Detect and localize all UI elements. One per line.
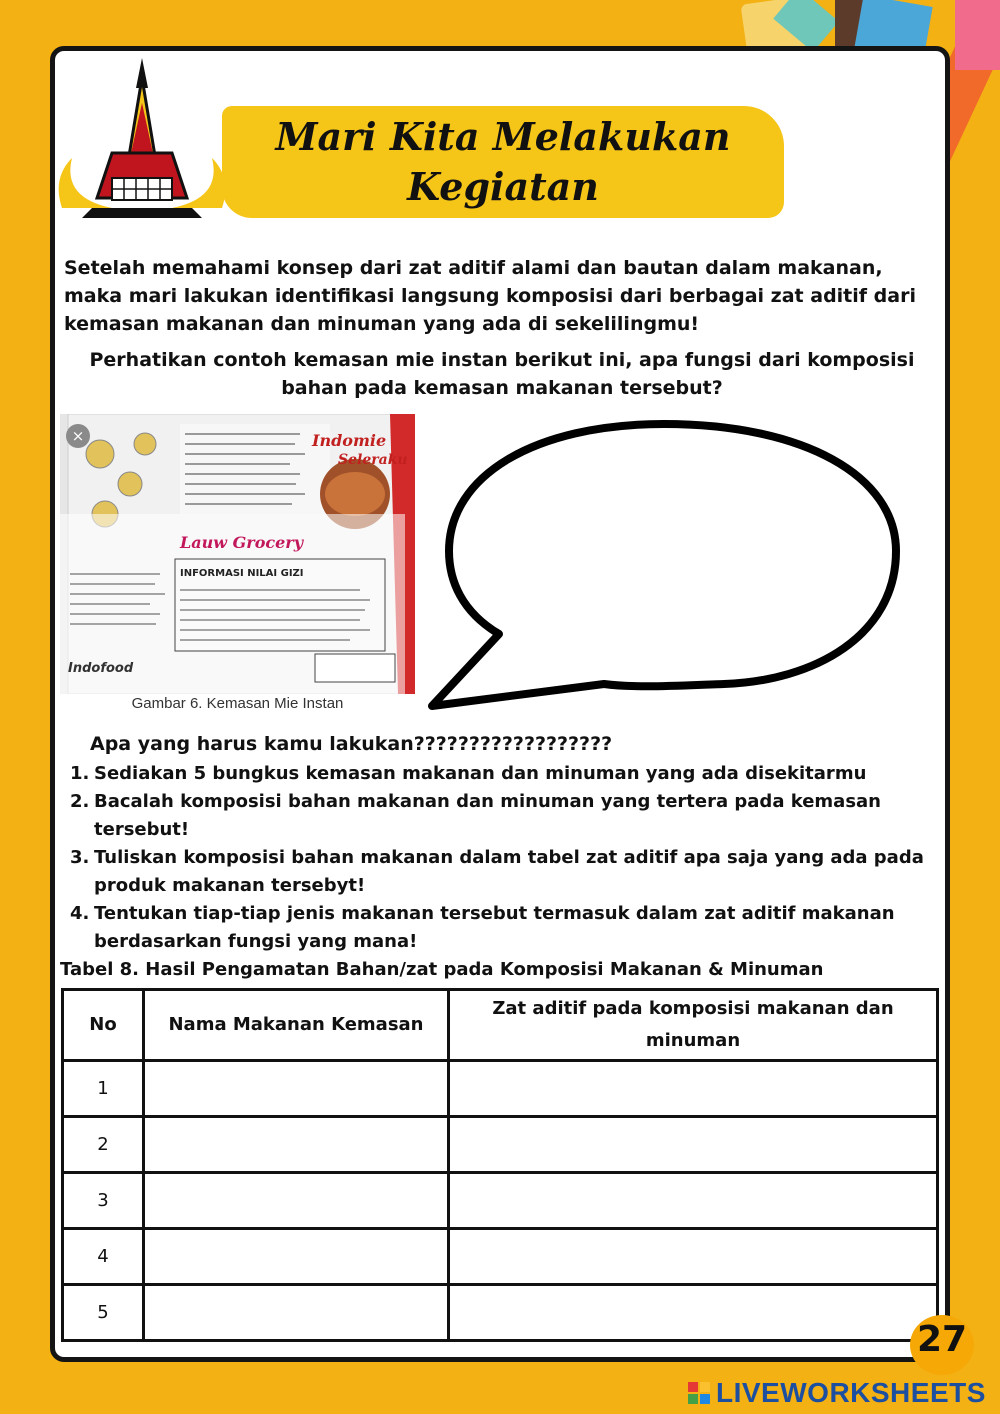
page-number: 27 (916, 1319, 968, 1360)
task-number: 4. (70, 903, 90, 924)
food-name-cell[interactable] (144, 1061, 449, 1117)
task-text: Tuliskan komposisi bahan makanan dalam tabel zat aditif apa saja yang ada pada produk makanan tersebyt! (94, 847, 924, 896)
header-additive: Zat aditif pada komposisi makanan dan minuman (449, 990, 938, 1061)
table-row (63, 1285, 938, 1341)
task-list (70, 760, 950, 956)
observation-table (61, 988, 939, 1342)
task-text: Sediakan 5 bungkus kemasan makanan dan minuman yang ada disekitarmu (94, 763, 867, 784)
table-row (63, 1117, 938, 1173)
task-number: 2. (70, 791, 90, 812)
additive-cell[interactable] (449, 1229, 938, 1285)
table-row (63, 1173, 938, 1229)
task-item (70, 760, 950, 788)
tasks-heading: Apa yang harus kamu lakukan?????????????????? (90, 733, 613, 755)
additive-cell[interactable] (449, 1173, 938, 1229)
additive-cell[interactable] (449, 1061, 938, 1117)
page-title (222, 112, 784, 212)
food-name-cell[interactable] (144, 1117, 449, 1173)
food-name-cell[interactable] (144, 1173, 449, 1229)
package-sticker: Lauw Grocery (180, 533, 304, 552)
additive-cell[interactable] (449, 1117, 938, 1173)
task-number: 3. (70, 847, 90, 868)
liveworksheets-brand[interactable] (688, 1378, 986, 1408)
row-number: 3 (63, 1173, 144, 1229)
close-icon[interactable]: × (71, 427, 85, 445)
food-name-cell[interactable] (144, 1285, 449, 1341)
package-illustration (60, 414, 415, 694)
package-brand-script: Indomie (312, 431, 387, 450)
task-item (70, 900, 950, 956)
food-name-cell[interactable] (144, 1229, 449, 1285)
question-prompt: Perhatikan contoh kemasan mie instan berikut ini, apa fungsi dari komposisi bahan pada kemasan makanan tersebut? (89, 349, 915, 399)
row-number: 4 (63, 1229, 144, 1285)
photo-caption: Gambar 6. Kemasan Mie Instan (131, 695, 344, 712)
package-maker: Indofood (68, 661, 134, 676)
task-item (70, 844, 950, 900)
task-text: Tentukan tiap-tiap jenis makanan tersebut termasuk dalam zat aditif makanan berdasarkan fungsi yang mana! (94, 903, 895, 952)
additive-cell[interactable] (449, 1285, 938, 1341)
row-number: 1 (63, 1061, 144, 1117)
table-row (63, 1229, 938, 1285)
task-item (70, 788, 950, 844)
crown-decoration (52, 58, 232, 218)
package-flavor-script: Seleraku (338, 452, 408, 468)
intro-paragraph: Setelah memahami konsep dari zat aditif alami dan bautan dalam makanan, maka mari lakukan identifikasi langsung komposisi dari berbagai zat aditif dari kemasan makanan dan minuman yang ada di sekelilingmu! (64, 257, 916, 335)
title-line-2: Kegiatan (407, 164, 599, 209)
task-number: 1. (70, 763, 90, 784)
title-line-1: Mari Kita Melakukan (275, 114, 731, 159)
table-caption: Tabel 8. Hasil Pengamatan Bahan/zat pada Komposisi Makanan & Minuman (60, 959, 824, 980)
nutrition-panel-title: INFORMASI NILAI GIZI (180, 568, 304, 579)
table-header-row (63, 990, 938, 1061)
task-text: Bacalah komposisi bahan makanan dan minuman yang tertera pada kemasan tersebut! (94, 791, 881, 840)
header-food-name: Nama Makanan Kemasan (144, 990, 449, 1061)
row-number: 2 (63, 1117, 144, 1173)
row-number: 5 (63, 1285, 144, 1341)
brand-text: LIVEWORKSHEETS (716, 1377, 986, 1408)
noodle-package-photo (60, 414, 415, 694)
liveworksheets-logo-icon (688, 1382, 710, 1404)
table-row (63, 1061, 938, 1117)
header-no: No (63, 990, 144, 1061)
speech-bubble-answer-area[interactable] (424, 416, 904, 716)
